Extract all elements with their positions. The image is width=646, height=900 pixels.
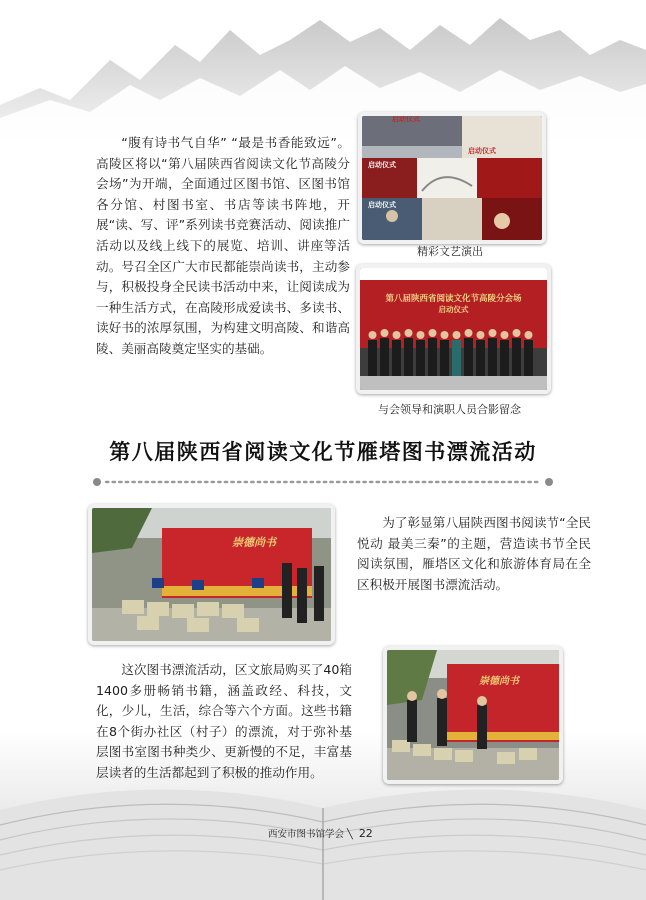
group-photo-caption: 与会领导和演职人员合影留念 [378,403,521,416]
banner-calligraphy: 崇德尚书 [479,676,519,687]
banner-title: 第八届陕西省阅读文化节高陵分会场 [385,294,522,304]
book-drift-booth-photo [88,504,335,645]
yanta-paragraph: 为了彰显第八届陕西图书阅读节“全民悦动 最美三秦”的主题，营造读书节全民阅读氛围，雁塔区文化和旅游体育局在全区积极开展图书漂流活动。 [357,515,591,592]
banner-text: 启动仪式 [368,201,396,209]
dotted-divider [92,477,554,487]
banner-text: 启动仪式 [392,115,420,123]
mountain-background [0,0,646,140]
page-number: 22 [358,827,373,840]
intro-paragraph: “腹有诗书气自华” “最是书香能致远”。高陵区将以“第八届陕西省阅读文化节高陵分会场”为开端，全面通过区图书馆、区图书馆各分馆、村图书室、书店等读书阵地，开展“读、写、评”系列读书竞赛活动、阅读推广活动以及线上线下的展览、培训、讲座等活动。号召全区广大市民都能崇尚读书，主动参与，积极投身全民读书活动中来，让阅读成为一种生活方式，在高陵形成爱读书、多读书、读好书的浓厚氛围，为构建文明高陵、和谐高陵、美丽高陵奠定坚实的基础。 [96,135,350,356]
banner-text: 启动仪式 [468,147,496,155]
purchase-paragraph: 这次图书漂流活动，区文旅局购买了40箱1400多册畅销书籍，涵盖政经、科技，文化，少儿，生活，综合等六个方面。这些书籍在8个街办社区（村子）的漂流，对于弥补基层图书室图书种类少、更新慢的不足，丰富基层读者的生活都起到了积极的推动作用。 [96,662,352,780]
banner-subtitle: 启动仪式 [438,305,469,314]
performance-caption: 精彩文艺演出 [417,245,483,258]
section-title: 第八届陕西省阅读文化节雁塔图书漂流活动 [109,440,537,464]
page-footer [268,826,373,840]
footer-publication: 西安市图书馆学会 [268,829,345,840]
book-drift-event-photo [383,646,563,784]
footer-separator: ╲ [347,829,353,840]
group-photo [356,264,551,394]
banner-text: 启动仪式 [368,161,396,169]
performance-photo-collage [358,112,546,244]
banner-calligraphy: 崇德尚书 [232,536,276,549]
people-row [364,326,543,376]
